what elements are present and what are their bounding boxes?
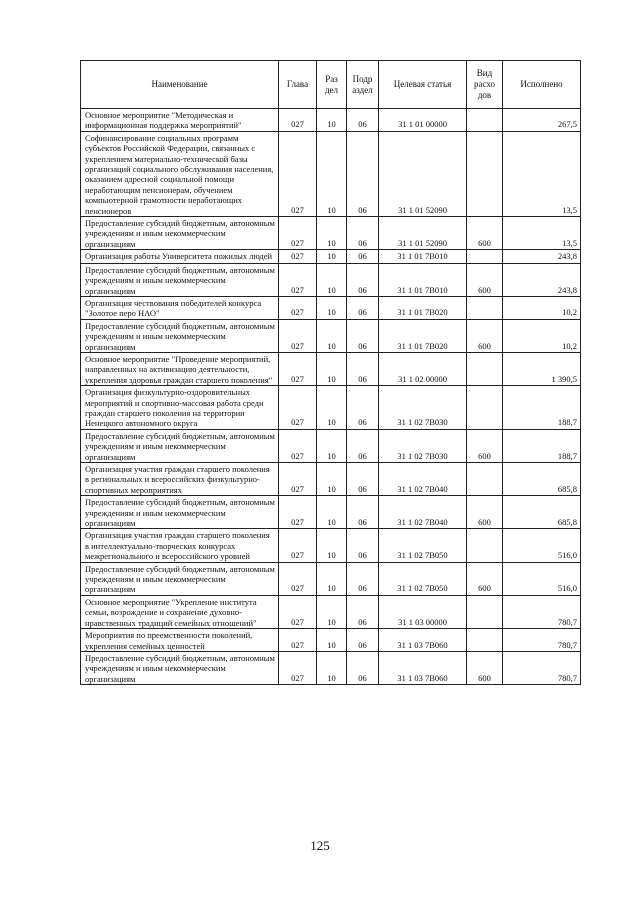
cell-name: Предоставление субсидий бюджетным, автономным учреждениям и иным некоммерческим организациям [81,496,279,529]
cell-expense-type [467,386,503,430]
header-chapter: Глава [279,61,317,109]
cell-expense-type: 600 [467,562,503,595]
cell-expense-type: 600 [467,651,503,684]
cell-target: 31 1 01 7В010 [379,263,467,296]
cell-section: 10 [317,296,347,319]
header-section: Раз дел [317,61,347,109]
cell-section: 10 [317,319,347,352]
cell-chapter: 027 [279,429,317,462]
table-row [81,296,581,319]
cell-target: 31 1 03 7В060 [379,629,467,652]
table-row [81,319,581,352]
table-row [81,217,581,250]
cell-subsection: 06 [347,429,379,462]
cell-executed: 243,8 [503,250,581,263]
cell-expense-type: 600 [467,319,503,352]
cell-executed: 516,0 [503,562,581,595]
cell-name: Основное мероприятие "Укрепление института семьи, возрождение и сохранение духовно-нравственных традиций семейных отношений" [81,595,279,628]
cell-expense-type: 600 [467,217,503,250]
table-row [81,463,581,496]
table-row [81,496,581,529]
table-row [81,109,581,132]
cell-section: 10 [317,109,347,132]
cell-expense-type: 600 [467,263,503,296]
cell-name: Мероприятия по преемственности поколений, укрепления семейных ценностей [81,629,279,652]
cell-name: Предоставление субсидий бюджетным, автономным учреждениям и иным некоммерческим организациям [81,319,279,352]
cell-expense-type: 600 [467,496,503,529]
header-target: Целевая статья [379,61,467,109]
cell-target: 31 1 03 7В060 [379,651,467,684]
cell-section: 10 [317,595,347,628]
cell-section: 10 [317,131,347,216]
table-row [81,429,581,462]
cell-subsection: 06 [347,562,379,595]
cell-subsection: 06 [347,131,379,216]
cell-chapter: 027 [279,496,317,529]
cell-name: Предоставление субсидий бюджетным, автономным учреждениям и иным некоммерческим организациям [81,429,279,462]
cell-expense-type [467,109,503,132]
cell-section: 10 [317,529,347,562]
cell-executed: 1 390,5 [503,352,581,385]
cell-target: 31 1 02 7В030 [379,429,467,462]
cell-chapter: 027 [279,562,317,595]
cell-section: 10 [317,386,347,430]
cell-section: 10 [317,250,347,263]
cell-executed: 780,7 [503,651,581,684]
table-row [81,250,581,263]
table-row [81,263,581,296]
cell-name: Организация работы Университета пожилых людей [81,250,279,263]
cell-subsection: 06 [347,651,379,684]
cell-name: Предоставление субсидий бюджетным, автономным учреждениям и иным некоммерческим организациям [81,217,279,250]
cell-subsection: 06 [347,629,379,652]
cell-name: Предоставление субсидий бюджетным, автономным учреждениям и иным некоммерческим организациям [81,263,279,296]
cell-executed: 188,7 [503,429,581,462]
table-row [81,651,581,684]
cell-subsection: 06 [347,595,379,628]
cell-expense-type [467,352,503,385]
cell-executed: 685,8 [503,463,581,496]
cell-chapter: 027 [279,529,317,562]
cell-chapter: 027 [279,263,317,296]
cell-executed: 10,2 [503,319,581,352]
cell-name: Софинансирование социальных программ субъектов Российской Федерации, связанных с укреплением материально-технической базы организаций социального обслуживания населения, оказанием адресной социальной помощи неработающим пенсионерам, обучением компьютерной грамотности неработающих пенсионеров [81,131,279,216]
cell-subsection: 06 [347,263,379,296]
cell-chapter: 027 [279,217,317,250]
cell-target: 31 1 02 7В030 [379,386,467,430]
cell-name: Организация физкультурно-оздоровительных мероприятий и спортивно-массовая работа среди граждан старшего поколения на территории Ненецкого автономного округа [81,386,279,430]
cell-expense-type: 600 [467,429,503,462]
table-body [81,109,581,685]
table-row [81,529,581,562]
table-row [81,131,581,216]
table-row [81,595,581,628]
cell-section: 10 [317,352,347,385]
cell-name: Предоставление субсидий бюджетным, автономным учреждениям и иным некоммерческим организациям [81,562,279,595]
cell-section: 10 [317,629,347,652]
cell-subsection: 06 [347,296,379,319]
table-row [81,352,581,385]
page-number: 125 [310,838,330,853]
table-row [81,629,581,652]
cell-name: Организация участия граждан старшего поколения в интеллектуально-творческих конкурсах межрегионального и всероссийского уровней [81,529,279,562]
table-row [81,386,581,430]
cell-expense-type [467,131,503,216]
cell-name: Основное мероприятие "Методическая и информационная поддержка мероприятий" [81,109,279,132]
cell-expense-type [467,296,503,319]
cell-target: 31 1 01 52090 [379,131,467,216]
table-row [81,562,581,595]
cell-name: Организация чествования победителей конкурса "Золотое перо НАО" [81,296,279,319]
cell-executed: 267,5 [503,109,581,132]
cell-target: 31 1 02 7В040 [379,463,467,496]
cell-section: 10 [317,562,347,595]
cell-subsection: 06 [347,250,379,263]
cell-executed: 780,7 [503,595,581,628]
cell-section: 10 [317,651,347,684]
cell-expense-type [467,463,503,496]
cell-executed: 685,8 [503,496,581,529]
header-name: Наименование [81,61,279,109]
cell-target: 31 1 02 7В050 [379,562,467,595]
cell-name: Организация участия граждан старшего поколения в региональных и всероссийских физкультурно-спортивных мероприятиях [81,463,279,496]
cell-target: 31 1 02 00000 [379,352,467,385]
header-executed: Исполнено [503,61,581,109]
cell-subsection: 06 [347,496,379,529]
cell-target: 31 1 01 7В020 [379,296,467,319]
cell-target: 31 1 01 7В020 [379,319,467,352]
cell-chapter: 027 [279,651,317,684]
cell-section: 10 [317,496,347,529]
cell-target: 31 1 01 7В010 [379,250,467,263]
cell-executed: 188,7 [503,386,581,430]
cell-chapter: 027 [279,319,317,352]
cell-subsection: 06 [347,217,379,250]
cell-expense-type [467,529,503,562]
cell-chapter: 027 [279,352,317,385]
header-subsection: Подр аздел [347,61,379,109]
cell-chapter: 027 [279,250,317,263]
cell-subsection: 06 [347,319,379,352]
cell-subsection: 06 [347,109,379,132]
cell-executed: 10,2 [503,296,581,319]
cell-subsection: 06 [347,386,379,430]
cell-name: Предоставление субсидий бюджетным, автономным учреждениям и иным некоммерческим организациям [81,651,279,684]
cell-executed: 780,7 [503,629,581,652]
cell-chapter: 027 [279,296,317,319]
cell-chapter: 027 [279,629,317,652]
cell-target: 31 1 02 7В050 [379,529,467,562]
cell-section: 10 [317,217,347,250]
cell-target: 31 1 02 7В040 [379,496,467,529]
cell-executed: 243,8 [503,263,581,296]
cell-subsection: 06 [347,352,379,385]
header-row [81,61,581,109]
cell-executed: 516,0 [503,529,581,562]
cell-expense-type [467,629,503,652]
cell-target: 31 1 03 00000 [379,595,467,628]
cell-executed: 13,5 [503,217,581,250]
cell-chapter: 027 [279,463,317,496]
cell-section: 10 [317,463,347,496]
cell-target: 31 1 01 00000 [379,109,467,132]
cell-subsection: 06 [347,463,379,496]
cell-expense-type [467,595,503,628]
cell-executed: 13,5 [503,131,581,216]
cell-chapter: 027 [279,595,317,628]
cell-section: 10 [317,429,347,462]
cell-chapter: 027 [279,386,317,430]
cell-name: Основное мероприятие "Проведение мероприятий, направленных на активизацию деятельности, укрепления здоровья граждан старшего поколения" [81,352,279,385]
budget-table [80,60,581,685]
cell-expense-type [467,250,503,263]
cell-section: 10 [317,263,347,296]
cell-target: 31 1 01 52090 [379,217,467,250]
cell-subsection: 06 [347,529,379,562]
cell-chapter: 027 [279,109,317,132]
header-expense-type: Вид расхо дов [467,61,503,109]
cell-chapter: 027 [279,131,317,216]
